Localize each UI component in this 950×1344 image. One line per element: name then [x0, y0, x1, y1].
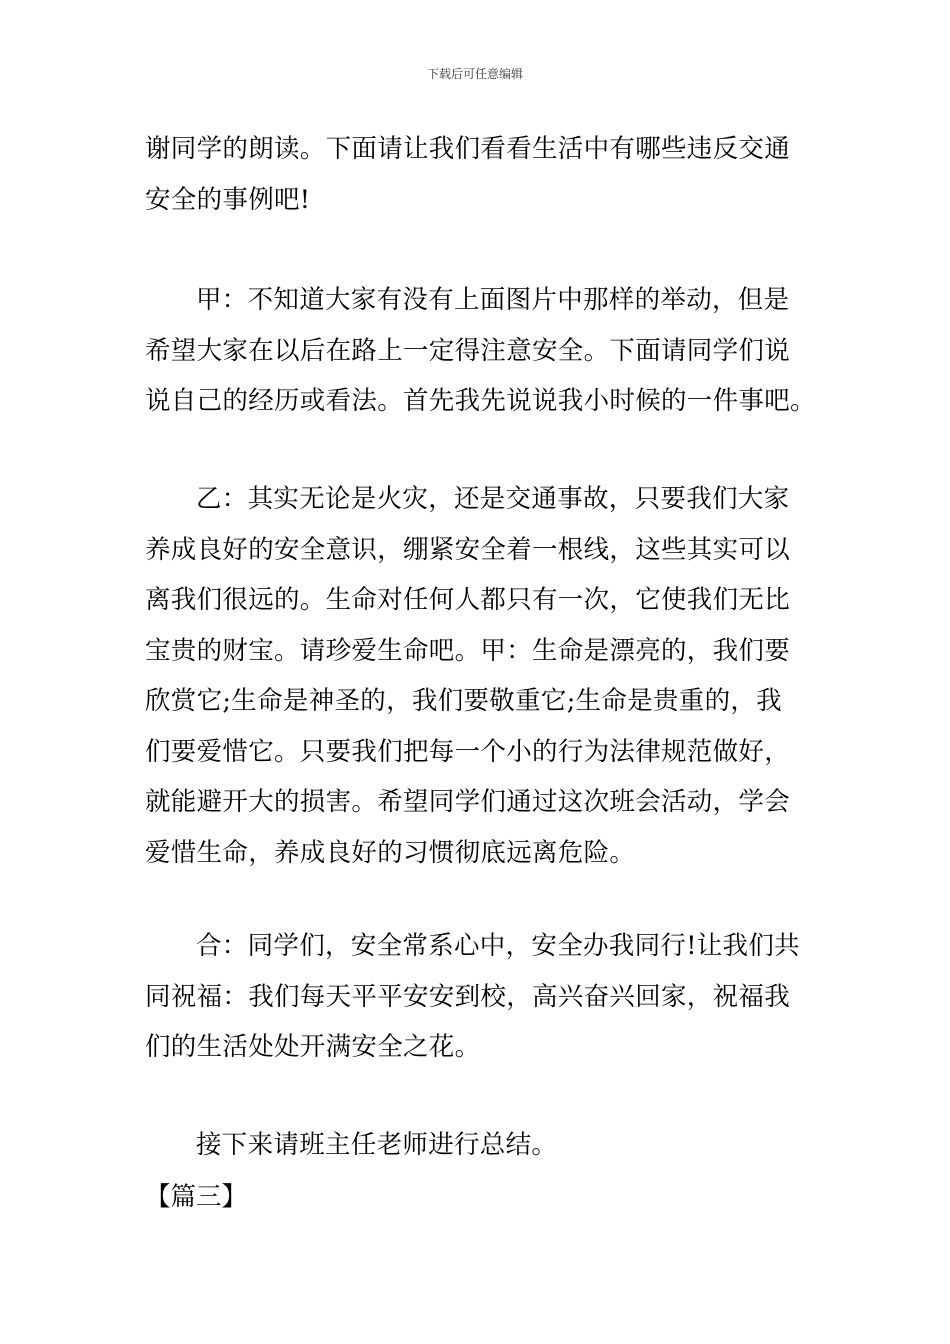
paragraph-yi — [145, 474, 815, 878]
text-line: 就能避开大的损害。希望同学们通过这次班会活动，学会 — [145, 787, 791, 817]
text-line: 爱惜生命，养成良好的习惯彻底远离危险。 — [145, 837, 636, 868]
paragraph-he — [145, 921, 815, 1073]
text-line: 离我们很远的。生命对任何人都只有一次，它使我们无比 — [145, 585, 791, 615]
text-line: 欣赏它;生命是神圣的，我们要敬重它;生命是贵重的，我 — [145, 686, 782, 716]
text-line: 同祝福：我们每天平平安安到校，高兴奋兴回家，祝福我 — [145, 981, 791, 1012]
paragraph-continuation — [145, 124, 815, 225]
text-line: 希望大家在以后在路上一定得注意安全。下面请同学们说 — [145, 335, 791, 366]
paragraph-summary — [145, 1120, 815, 1171]
text-line: 说自己的经历或看法。首先我先说说我小时候的一件事吧。 — [145, 386, 816, 416]
text-line: 甲：不知道大家有没有上面图片中那样的举动，但是 — [196, 285, 790, 315]
text-line: 乙：其实无论是火灾，还是交通事故，只要我们大家 — [196, 484, 790, 514]
section-heading: 【篇三】 — [145, 1182, 248, 1212]
text-line: 安全的事例吧! — [145, 184, 311, 215]
text-line: 养成良好的安全意识，绷紧安全着一根线，这些其实可以 — [145, 534, 791, 565]
paragraph-jia — [145, 275, 815, 427]
text-line: 宝贵的财宝。请珍爱生命吧。甲：生命是漂亮的，我们要 — [145, 635, 791, 666]
text-line: 们要爱惜它。只要我们把每一个小的行为法律规范做好， — [145, 736, 791, 767]
text-line: 们的生活处处开满安全之花。 — [145, 1032, 481, 1062]
text-line: 谢同学的朗读。下面请让我们看看生活中有哪些违反交通 — [145, 134, 791, 164]
text-line: 合：同学们，安全常系心中，安全办我同行!让我们共 — [196, 931, 800, 961]
page-header: 下载后可任意编辑 — [426, 67, 523, 81]
text-line: 接下来请班主任老师进行总结。 — [196, 1130, 558, 1160]
